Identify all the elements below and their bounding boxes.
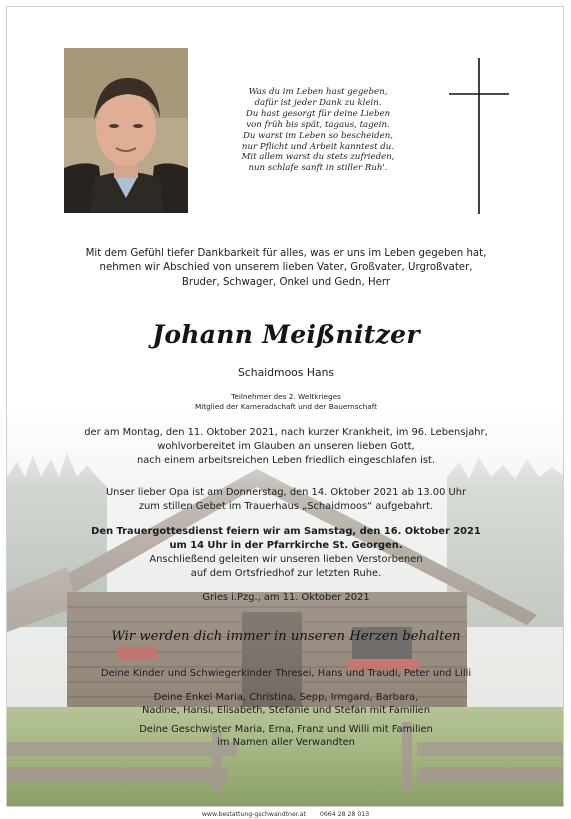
family-siblings (7, 724, 564, 749)
poem-line: Du warst im Leben so bescheiden, (243, 130, 393, 141)
death-line: der am Montag, den 11. Oktober 2021, nach kurzer Krankheit, im 96. Lebensjahr, (84, 427, 488, 438)
poem-line: von früh bis spät, tagaus, tagein. (246, 119, 390, 130)
portrait-photo (64, 48, 188, 213)
service-line-bold: um 14 Uhr in der Pfarrkirche St. Georgen. (169, 540, 403, 551)
poem-line: nur Pflicht und Arbeit kanntest du. (241, 141, 395, 152)
viewing-notice (7, 486, 564, 514)
poem-line: Was du im Leben hast gegeben, (248, 87, 388, 97)
death-line: nach einem arbeitsreichen Leben friedlich eingeschlafen ist. (136, 455, 436, 466)
place-date: Gries i.Pzg., am 11. Oktober 2021 (202, 592, 370, 603)
intro-text (7, 247, 564, 290)
funeral-service (7, 525, 564, 581)
role-line: Teilnehmer des 2. Weltkrieges (231, 392, 341, 401)
grandchildren-line: Deine Enkel Maria, Christina, Sepp, Irmgard, Barbara, (153, 692, 419, 703)
poem-line: Mit allem warst du stets zufrieden, (241, 152, 395, 163)
family-children (7, 667, 564, 681)
children-line: Deine Kinder und Schwiegerkinder Thresei, Hans und Traudi, Peter und Lilli (100, 668, 472, 679)
poem (207, 87, 429, 174)
death-notice (7, 426, 564, 468)
viewing-line: Unser lieber Opa ist am Donnerstag, den 14. Oktober 2021 ab 13.00 Uhr (105, 487, 467, 498)
service-line: auf dem Ortsfriedhof zur letzten Ruhe. (190, 568, 382, 579)
poem-line: nun schlafe sanft in stiller Ruh'. (248, 163, 388, 174)
grandchildren-line: Nadine, Hansi, Elisabeth, Stefanie und Stefan mit Familien (141, 704, 431, 716)
deceased-name: Johann Meißnitzer (152, 320, 420, 349)
family-grandchildren (7, 692, 564, 717)
cross-icon (449, 58, 509, 214)
roles (7, 392, 564, 411)
viewing-line: zum stillen Gebet im Trauerhaus „Schaidmoos“ aufgebahrt. (138, 501, 434, 512)
notice-frame (6, 6, 564, 807)
poem-line: dafür ist jeder Dank zu klein. (254, 97, 382, 108)
poem-line: Du hast gesorgt für deine Lieben (245, 108, 391, 119)
footer-website[interactable]: www.bestattung-gschwandtner.at (201, 811, 306, 818)
footer (0, 811, 571, 818)
siblings-line: Deine Geschwister Maria, Erna, Franz und Willi mit Familien (139, 724, 433, 735)
house-name: Schaidmoos Hans (237, 366, 335, 379)
intro-line: Mit dem Gefühl tiefer Dankbarkeit für alles, was er uns im Leben gegeben hat, (85, 248, 487, 259)
service-line: Anschließend geleiten wir unseren lieben Verstorbenen (149, 554, 423, 565)
intro-line: nehmen wir Abschied von unserem lieben Vater, Großvater, Urgroßvater, (99, 262, 473, 274)
motto: Wir werden dich immer in unseren Herzen behalten (111, 629, 461, 644)
footer-phone: 0664 28 28 013 (319, 811, 370, 818)
role-line: Mitglied der Kameradschaft und der Bauernschaft (194, 401, 378, 411)
death-line: wohlvorbereitet im Glauben an unseren lieben Gott, (157, 441, 415, 452)
service-line-bold: Den Trauergottesdienst feiern wir am Samstag, den 16. Oktober 2021 (91, 526, 481, 537)
siblings-line: im Namen aller Verwandten (217, 736, 355, 748)
intro-line: Bruder, Schwager, Onkel und Gedn, Herr (181, 276, 391, 288)
